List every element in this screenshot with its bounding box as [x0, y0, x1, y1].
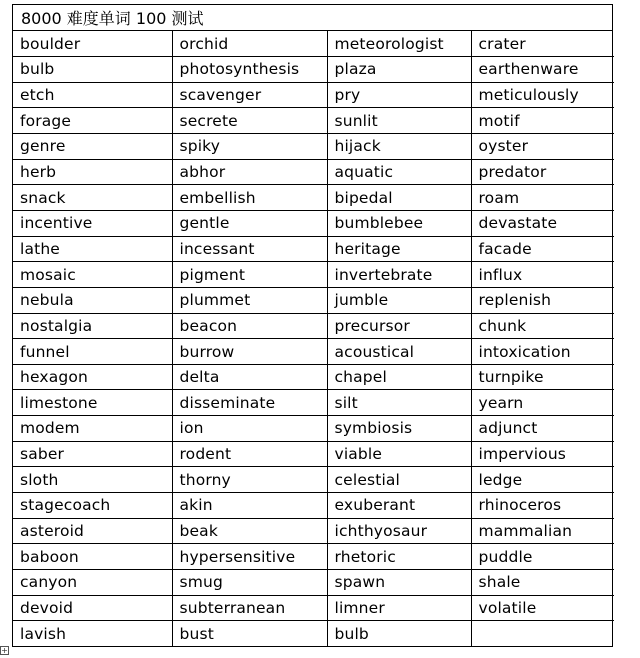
- table-row: [13, 467, 614, 493]
- table-row: [13, 262, 614, 288]
- word-cell: burrow: [172, 339, 327, 365]
- word-cell: rhetoric: [327, 544, 471, 570]
- word-cell: motif: [471, 108, 614, 134]
- word-cell: nostalgia: [13, 313, 172, 339]
- word-cell: roam: [471, 185, 614, 211]
- word-cell: embellish: [172, 185, 327, 211]
- table-move-handle-icon[interactable]: +: [1, 646, 8, 655]
- word-cell: yearn: [471, 390, 614, 416]
- word-cell: plummet: [172, 287, 327, 313]
- word-cell: nebula: [13, 287, 172, 313]
- table-row: [13, 493, 614, 519]
- word-cell: adjunct: [471, 416, 614, 442]
- word-cell: stagecoach: [13, 493, 172, 519]
- table-row: [13, 210, 614, 236]
- word-cell: heritage: [327, 236, 471, 262]
- word-cell: mosaic: [13, 262, 172, 288]
- table-row: [13, 313, 614, 339]
- word-cell: sunlit: [327, 108, 471, 134]
- table-row: [13, 621, 614, 647]
- table-row: [13, 185, 614, 211]
- table-row: [13, 441, 614, 467]
- word-cell: rodent: [172, 441, 327, 467]
- word-cell: bumblebee: [327, 210, 471, 236]
- word-cell: meteorologist: [327, 31, 471, 57]
- word-cell: silt: [327, 390, 471, 416]
- word-cell: shale: [471, 569, 614, 595]
- word-cell: thorny: [172, 467, 327, 493]
- word-cell: bulb: [327, 621, 471, 647]
- word-cell: saber: [13, 441, 172, 467]
- word-cell: limner: [327, 595, 471, 621]
- word-cell: oyster: [471, 134, 614, 160]
- word-cell: incessant: [172, 236, 327, 262]
- word-cell: snack: [13, 185, 172, 211]
- word-cell: herb: [13, 159, 172, 185]
- word-cell: canyon: [13, 569, 172, 595]
- word-cell: funnel: [13, 339, 172, 365]
- word-cell: pigment: [172, 262, 327, 288]
- table-row: [13, 544, 614, 570]
- word-cell: volatile: [471, 595, 614, 621]
- word-cell: sloth: [13, 467, 172, 493]
- word-cell: hypersensitive: [172, 544, 327, 570]
- word-cell: chunk: [471, 313, 614, 339]
- table-row: [13, 595, 614, 621]
- word-cell: ichthyosaur: [327, 518, 471, 544]
- word-cell: asteroid: [13, 518, 172, 544]
- word-cell: abhor: [172, 159, 327, 185]
- word-cell: limestone: [13, 390, 172, 416]
- word-cell: baboon: [13, 544, 172, 570]
- word-cell: smug: [172, 569, 327, 595]
- word-cell: precursor: [327, 313, 471, 339]
- word-cell: exuberant: [327, 493, 471, 519]
- word-cell: turnpike: [471, 364, 614, 390]
- word-cell: predator: [471, 159, 614, 185]
- word-cell: beacon: [172, 313, 327, 339]
- word-test-table: [12, 4, 613, 647]
- table-row: [13, 569, 614, 595]
- table-row: [13, 518, 614, 544]
- table-row: [13, 159, 614, 185]
- table-row: [13, 416, 614, 442]
- word-cell: incentive: [13, 210, 172, 236]
- word-cell: hexagon: [13, 364, 172, 390]
- word-cell: plaza: [327, 57, 471, 83]
- table-row: [13, 287, 614, 313]
- word-cell: earthenware: [471, 57, 614, 83]
- word-cell: replenish: [471, 287, 614, 313]
- table-row: [13, 82, 614, 108]
- table-title: 8000 难度单词 100 测试: [13, 5, 612, 31]
- word-cell: aquatic: [327, 159, 471, 185]
- word-cell: meticulously: [471, 82, 614, 108]
- word-cell: spawn: [327, 569, 471, 595]
- word-cell: boulder: [13, 31, 172, 57]
- word-cell: beak: [172, 518, 327, 544]
- word-cell: mammalian: [471, 518, 614, 544]
- word-cell: rhinoceros: [471, 493, 614, 519]
- word-cell: secrete: [172, 108, 327, 134]
- word-cell: bust: [172, 621, 327, 647]
- word-cell: ion: [172, 416, 327, 442]
- word-cell: akin: [172, 493, 327, 519]
- word-cell: spiky: [172, 134, 327, 160]
- word-cell: forage: [13, 108, 172, 134]
- word-cell: bipedal: [327, 185, 471, 211]
- word-cell: invertebrate: [327, 262, 471, 288]
- word-cell: crater: [471, 31, 614, 57]
- word-cell: impervious: [471, 441, 614, 467]
- word-cell: viable: [327, 441, 471, 467]
- word-cell: [471, 621, 614, 647]
- word-cell: gentle: [172, 210, 327, 236]
- word-cell: genre: [13, 134, 172, 160]
- word-cell: lavish: [13, 621, 172, 647]
- word-cell: etch: [13, 82, 172, 108]
- table-row: [13, 339, 614, 365]
- word-cell: hijack: [327, 134, 471, 160]
- word-cell: symbiosis: [327, 416, 471, 442]
- word-cell: scavenger: [172, 82, 327, 108]
- word-grid: [13, 31, 614, 646]
- word-cell: celestial: [327, 467, 471, 493]
- word-cell: orchid: [172, 31, 327, 57]
- word-cell: chapel: [327, 364, 471, 390]
- word-cell: facade: [471, 236, 614, 262]
- table-row: [13, 390, 614, 416]
- word-cell: pry: [327, 82, 471, 108]
- word-cell: subterranean: [172, 595, 327, 621]
- word-cell: modem: [13, 416, 172, 442]
- word-cell: puddle: [471, 544, 614, 570]
- word-cell: devastate: [471, 210, 614, 236]
- word-cell: photosynthesis: [172, 57, 327, 83]
- word-cell: bulb: [13, 57, 172, 83]
- table-row: [13, 134, 614, 160]
- word-cell: lathe: [13, 236, 172, 262]
- word-cell: intoxication: [471, 339, 614, 365]
- word-cell: influx: [471, 262, 614, 288]
- table-row: [13, 364, 614, 390]
- table-row: [13, 31, 614, 57]
- word-cell: acoustical: [327, 339, 471, 365]
- word-cell: devoid: [13, 595, 172, 621]
- word-cell: ledge: [471, 467, 614, 493]
- table-row: [13, 57, 614, 83]
- table-row: [13, 236, 614, 262]
- table-row: [13, 108, 614, 134]
- word-cell: delta: [172, 364, 327, 390]
- word-cell: disseminate: [172, 390, 327, 416]
- word-cell: jumble: [327, 287, 471, 313]
